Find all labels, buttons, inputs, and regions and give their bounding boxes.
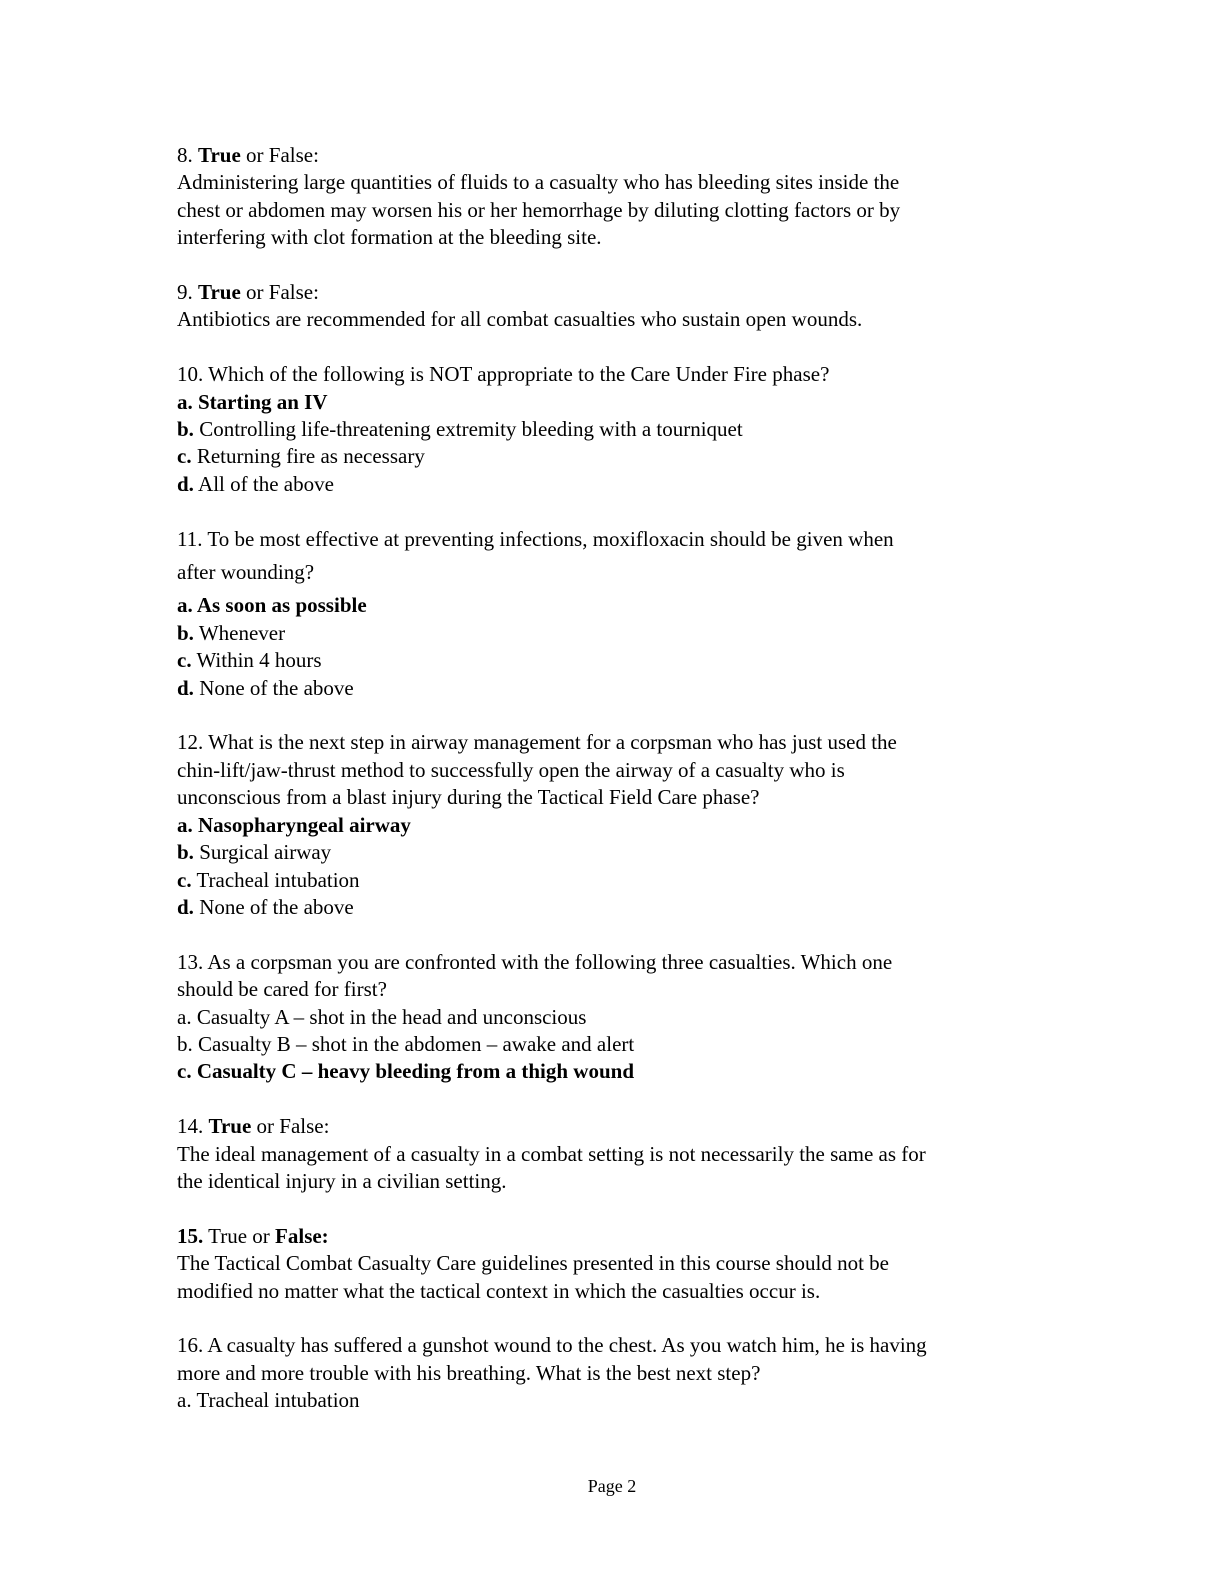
answer-option-correct: c. Casualty C – heavy bleeding from a thigh wound xyxy=(177,1059,634,1084)
answer-option-correct: a. As soon as possible xyxy=(177,593,367,618)
question-13 xyxy=(177,949,1057,1086)
question-text-line: The Tactical Combat Casualty Care guidelines presented in this course should not be xyxy=(177,1251,889,1276)
question-12-prompt: 12. What is the next step in airway management for a corpsman who has just used the xyxy=(177,730,897,755)
answer-option: b. Whenever xyxy=(177,620,286,645)
question-9-prompt: 9. True or False: xyxy=(177,280,319,305)
question-text-line: more and more trouble with his breathing. What is the best next step? xyxy=(177,1360,761,1385)
question-8 xyxy=(177,142,1057,252)
answer-option: b. Controlling life-threatening extremity bleeding with a tourniquet xyxy=(177,417,743,442)
answer-option: b. Surgical airway xyxy=(177,840,332,865)
answer-option-correct: a. Nasopharyngeal airway xyxy=(177,812,411,837)
answer-option: c. Tracheal intubation xyxy=(177,867,360,892)
question-text-line: interfering with clot formation at the bleeding site. xyxy=(177,225,602,250)
answer-option: d. None of the above xyxy=(177,894,354,919)
question-11 xyxy=(177,526,1057,702)
question-15-prompt: 15. True or False: xyxy=(177,1223,329,1248)
question-text-line: chest or abdomen may worsen his or her hemorrhage by diluting clotting factors or by xyxy=(177,197,901,222)
answer-option: d. All of the above xyxy=(177,471,334,496)
document-page xyxy=(177,142,1057,1415)
question-15 xyxy=(177,1223,1057,1305)
question-text-line: should be cared for first? xyxy=(177,977,387,1002)
question-11-prompt: 11. To be most effective at preventing infections, moxifloxacin should be given when xyxy=(177,526,894,551)
answer-option: c. Within 4 hours xyxy=(177,648,322,673)
answer-option: a. Tracheal intubation xyxy=(177,1388,360,1413)
question-text-line: modified no matter what the tactical context in which the casualties occur is. xyxy=(177,1278,821,1303)
question-14-prompt: 14. True or False: xyxy=(177,1114,330,1139)
question-text-line: chin-lift/jaw-thrust method to successfully open the airway of a casualty who is xyxy=(177,757,845,782)
question-10 xyxy=(177,361,1057,498)
question-text-line: after wounding? xyxy=(177,560,315,585)
question-text-line: unconscious from a blast injury during the Tactical Field Care phase? xyxy=(177,785,760,810)
page-number: Page 2 xyxy=(587,1476,637,1496)
answer-option: d. None of the above xyxy=(177,675,354,700)
answer-option: a. Casualty A – shot in the head and unconscious xyxy=(177,1004,587,1029)
question-text-line: Administering large quantities of fluids to a casualty who has bleeding sites inside the xyxy=(177,170,900,195)
question-12 xyxy=(177,729,1057,921)
question-text-line: Antibiotics are recommended for all combat casualties who sustain open wounds. xyxy=(177,307,863,332)
question-16-prompt: 16. A casualty has suffered a gunshot wound to the chest. As you watch him, he is having xyxy=(177,1333,927,1358)
answer-option: c. Returning fire as necessary xyxy=(177,444,425,469)
answer-option: b. Casualty B – shot in the abdomen – awake and alert xyxy=(177,1031,635,1056)
question-13-prompt: 13. As a corpsman you are confronted with the following three casualties. Which one xyxy=(177,949,893,974)
question-8-prompt: 8. True or False: xyxy=(177,143,319,167)
question-10-prompt: 10. Which of the following is NOT appropriate to the Care Under Fire phase? xyxy=(177,362,830,387)
question-text-line: the identical injury in a civilian setting. xyxy=(177,1168,507,1193)
question-9 xyxy=(177,279,1057,334)
answer-option-correct: a. Starting an IV xyxy=(177,389,328,414)
question-14 xyxy=(177,1113,1057,1195)
question-text-line: The ideal management of a casualty in a combat setting is not necessarily the same as for xyxy=(177,1141,926,1166)
question-16 xyxy=(177,1332,1057,1414)
